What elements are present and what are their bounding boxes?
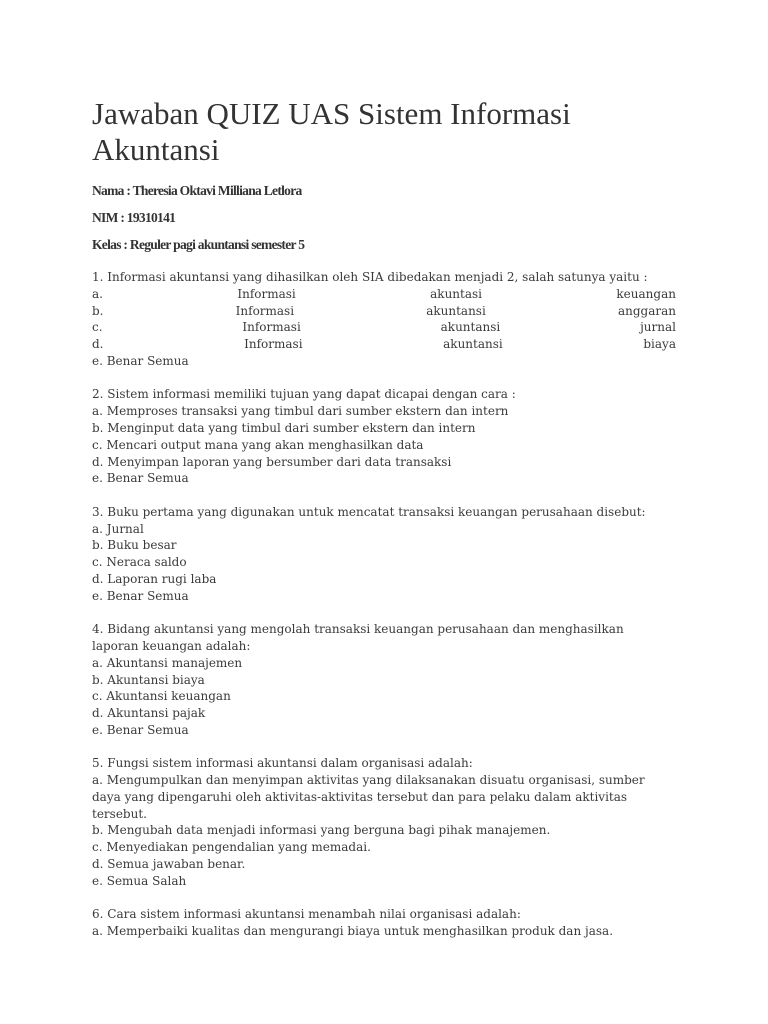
question-1: [92, 269, 676, 370]
question-text: 1. Informasi akuntansi yang dihasilkan oleh SIA dibedakan menjadi 2, salah satunya yaitu :: [92, 270, 648, 284]
option-c: c. Informasi akuntansi jurnal: [92, 320, 676, 335]
student-nim: NIM : 19310141: [92, 210, 176, 225]
option-a-line-1: a. Mengumpulkan dan menyimpan aktivitas yang dilaksanakan disuatu organisasi, sumber: [92, 773, 645, 788]
option-c: c. Akuntansi keuangan: [92, 689, 231, 704]
option-e: e. Benar Semua: [92, 722, 189, 737]
option-d: d. Informasi akuntansi biaya: [92, 337, 676, 352]
question-text: 3. Buku pertama yang digunakan untuk mencatat transaksi keuangan perusahaan disebut:: [92, 504, 646, 519]
question-3: [92, 504, 676, 605]
option-a-line-2: daya yang dipengaruhi oleh aktivitas-aktivitas tersebut dan para pelaku dalam aktivitas: [92, 789, 628, 804]
document-title: Jawaban QUIZ UAS Sistem Informasi Akuntansi: [92, 96, 571, 167]
question-text-line-2: laporan keuangan adalah:: [92, 638, 251, 653]
option-c: c. Menyediakan pengendalian yang memadai.: [92, 840, 371, 855]
option-e: e. Benar Semua: [92, 471, 189, 486]
option-b: b. Menginput data yang timbul dari sumber ekstern dan intern: [92, 420, 476, 435]
question-text: 5. Fungsi sistem informasi akuntansi dalam organisasi adalah:: [92, 756, 473, 771]
student-class: Kelas : Reguler pagi akuntansi semester 5: [92, 237, 305, 252]
question-6: [92, 906, 676, 940]
option-a: a. Informasi akuntasi keuangan: [92, 286, 676, 301]
option-d: d. Akuntansi pajak: [92, 706, 206, 721]
option-a: a. Memperbaiki kualitas dan mengurangi biaya untuk menghasilkan produk dan jasa.: [92, 924, 614, 939]
option-d: d. Menyimpan laporan yang bersumber dari data transaksi: [92, 454, 452, 469]
question-5: [92, 755, 676, 889]
option-d: d. Laporan rugi laba: [92, 571, 217, 586]
option-d: d. Semua jawaban benar.: [92, 857, 246, 872]
option-b: b. Akuntansi biaya: [92, 672, 205, 687]
option-e: e. Benar Semua: [92, 353, 189, 368]
option-c: c. Neraca saldo: [92, 555, 187, 570]
question-text: 2. Sistem informasi memiliki tujuan yang dapat dicapai dengan cara :: [92, 387, 516, 402]
option-b: b. Buku besar: [92, 538, 177, 553]
option-b: b. Informasi akuntansi anggaran: [92, 303, 676, 318]
option-a-line-3: tersebut.: [92, 806, 147, 821]
option-a: a. Memproses transaksi yang timbul dari sumber ekstern dan intern: [92, 404, 509, 419]
question-text-line-1: 4. Bidang akuntansi yang mengolah transaksi keuangan perusahaan dan menghasilkan: [92, 622, 624, 637]
question-4: [92, 621, 676, 739]
option-b: b. Mengubah data menjadi informasi yang berguna bagi pihak manajemen.: [92, 823, 551, 838]
option-c: c. Mencari output mana yang akan menghasilkan data: [92, 437, 424, 452]
option-e: e. Benar Semua: [92, 588, 189, 603]
student-name: Nama : Theresia Oktavi Milliana Letlora: [92, 183, 302, 198]
question-text: 6. Cara sistem informasi akuntansi menambah nilai organisasi adalah:: [92, 907, 521, 922]
option-a: a. Jurnal: [92, 521, 144, 536]
option-e: e. Semua Salah: [92, 873, 187, 888]
document-page: [92, 96, 676, 956]
option-a: a. Akuntansi manajemen: [92, 655, 243, 670]
question-2: [92, 386, 676, 487]
